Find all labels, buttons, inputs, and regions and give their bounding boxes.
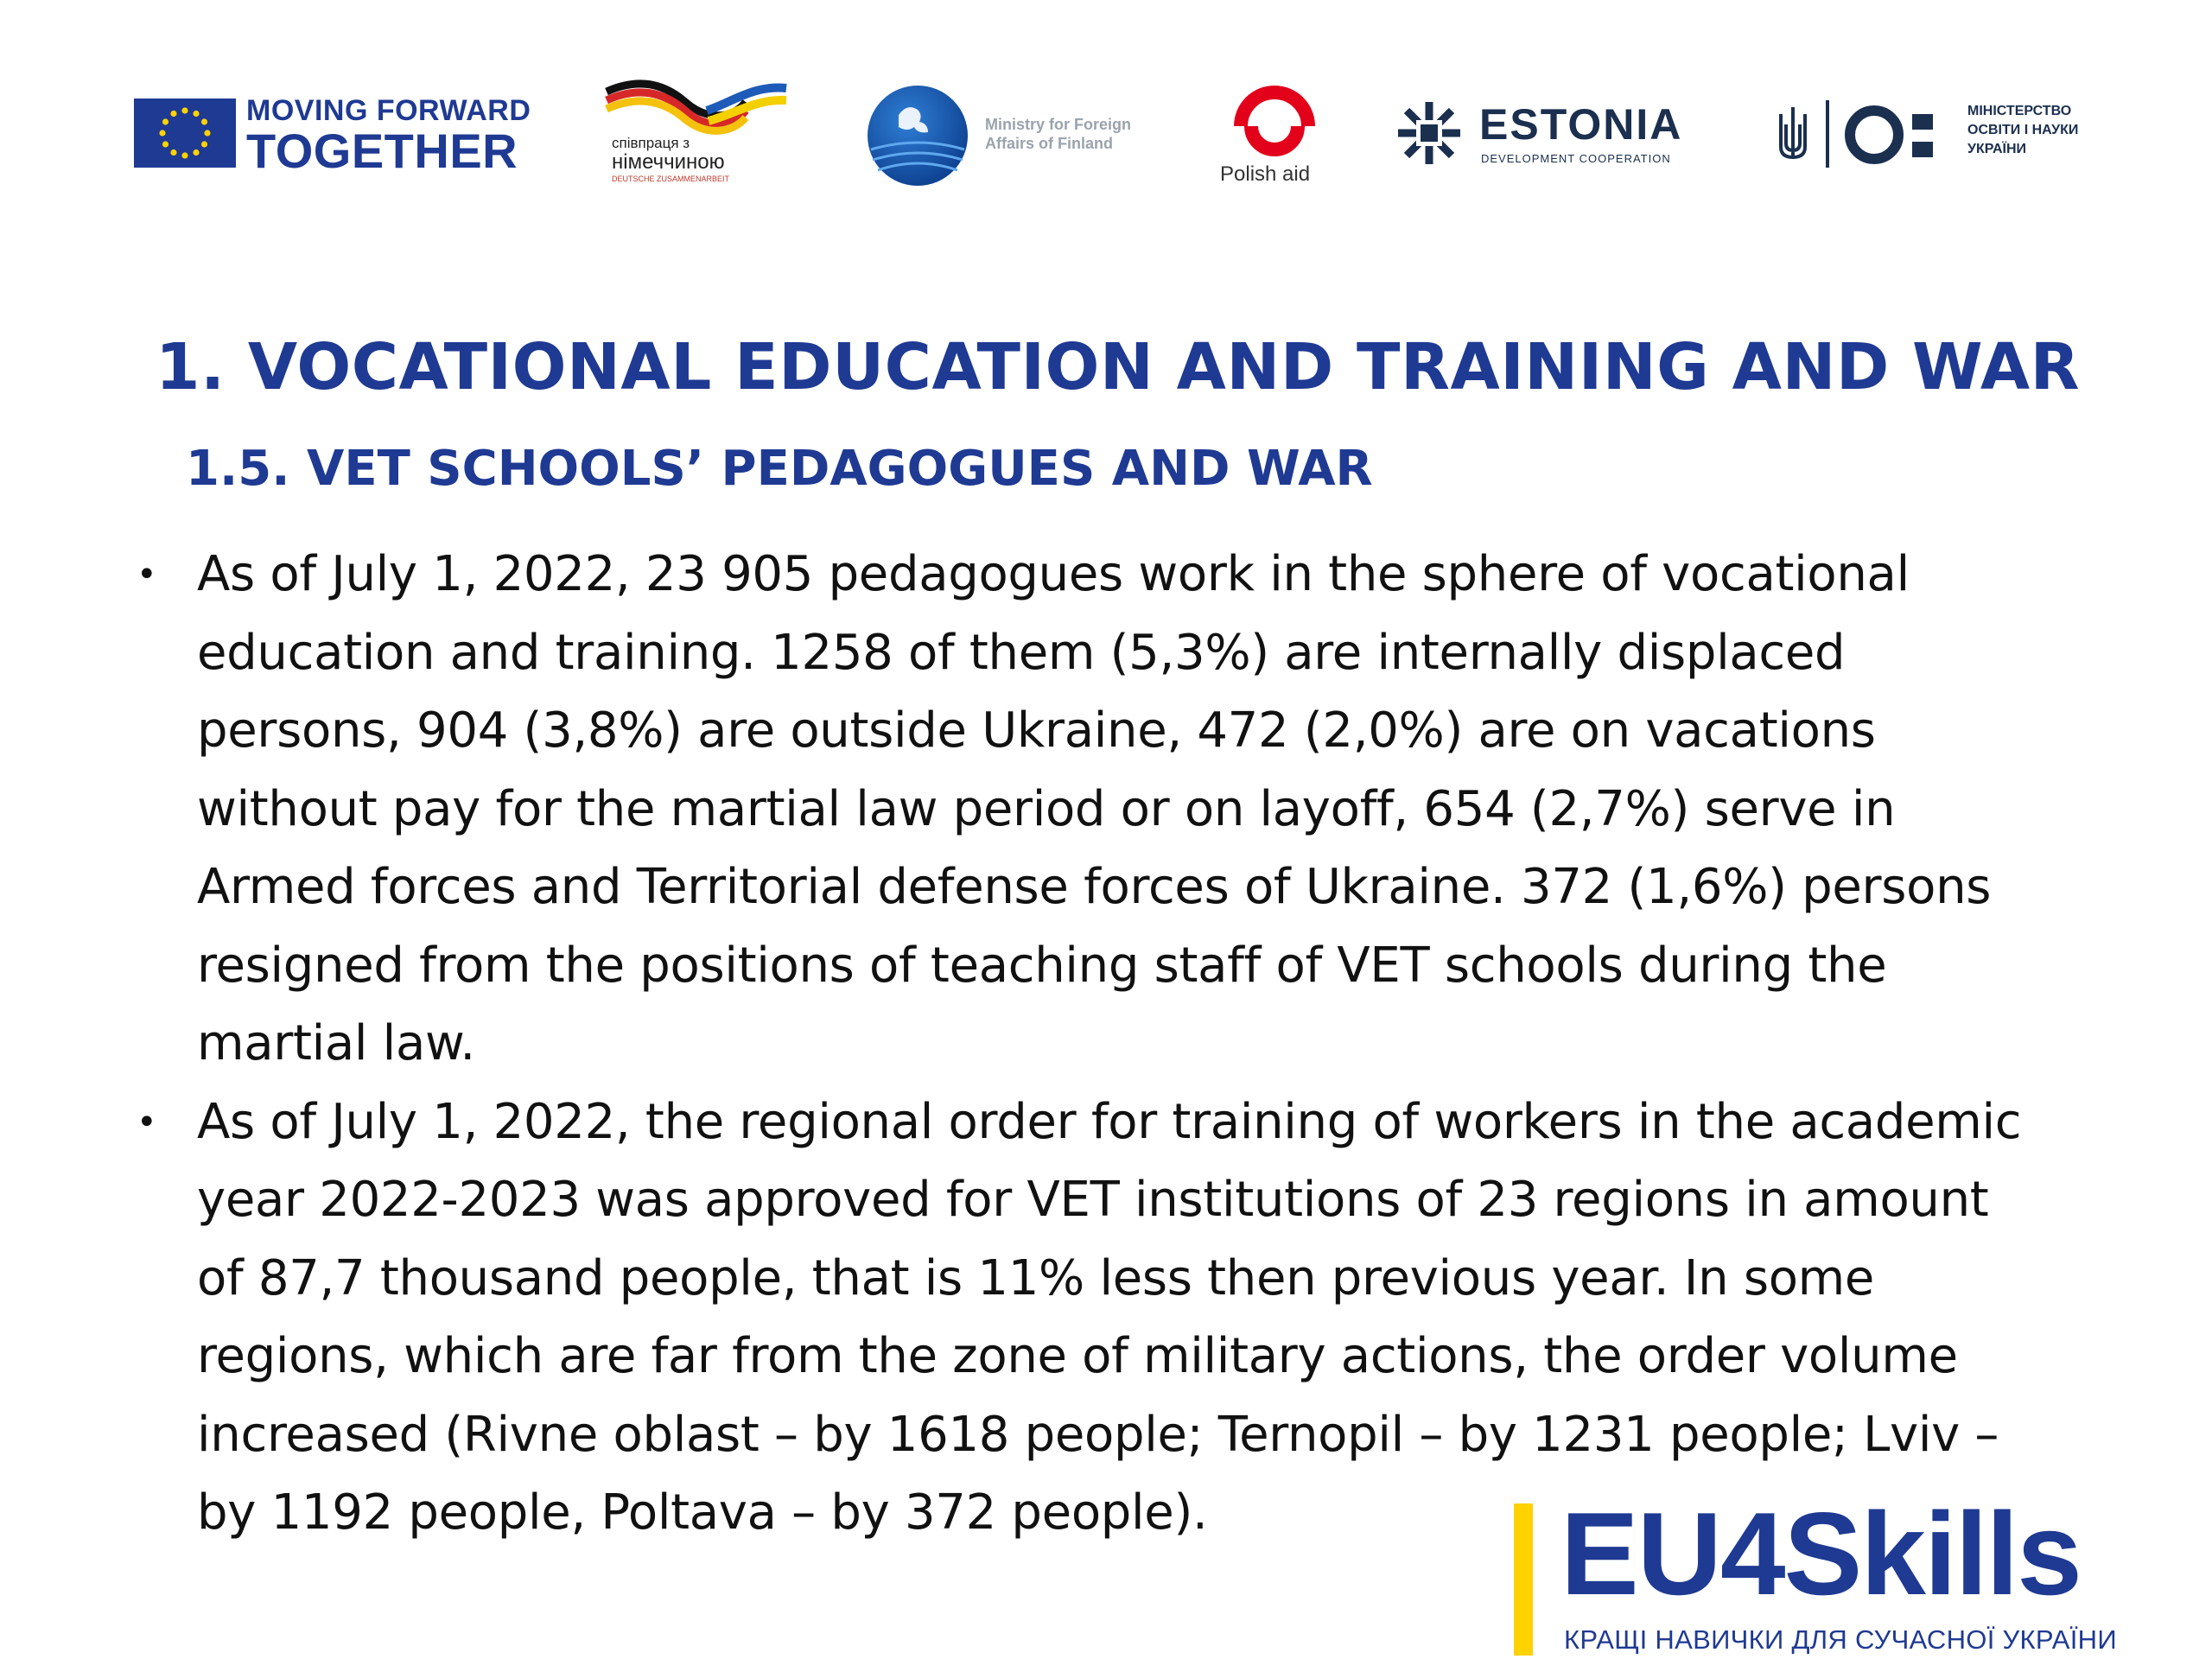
bullet-line: without pay for the martial law period or on layoff, 654 (2,7%) serve in bbox=[197, 780, 1896, 837]
bullet-line: martial law. bbox=[197, 1015, 475, 1071]
german-logo-line3: DEUTSCHE ZUSAMMENARBEIT bbox=[612, 175, 730, 183]
bullet-line: by 1192 people, Poltava – by 372 people). bbox=[197, 1484, 1208, 1541]
german-ukrainian-ribbon-icon bbox=[603, 76, 793, 137]
finland-ministry-logo bbox=[864, 82, 1175, 186]
ministry-logo-line2: ОСВІТИ І НАУКИ bbox=[1967, 123, 2079, 137]
eu-logo-line2: TOGETHER bbox=[246, 124, 518, 178]
bullet-line: As of July 1, 2022, 23 905 pedagogues work in the sphere of vocational bbox=[197, 546, 1910, 602]
slide-heading: 1. VOCATIONAL EDUCATION AND TRAINING AND WAR bbox=[156, 330, 2081, 404]
polish-aid-logo bbox=[1210, 79, 1339, 192]
finland-lion-emblem-icon bbox=[864, 82, 971, 189]
ministry-logo-line3: УКРАЇНИ bbox=[1967, 142, 2027, 156]
bullet-line: regions, which are far from the zone of military actions, the order volume bbox=[197, 1328, 1958, 1384]
german-logo-line1: співпраця з bbox=[612, 135, 690, 151]
eu4skills-logo bbox=[1514, 1488, 2119, 1659]
eu4skills-title: EU4Skills bbox=[1560, 1488, 2081, 1619]
estonia-logo-title: ESTONIA bbox=[1479, 100, 1683, 149]
eu4skills-yellow-bar bbox=[1514, 1503, 1533, 1656]
bullet-line: Armed forces and Territorial defense forces of Ukraine. 372 (1,6%) persons bbox=[197, 859, 1992, 915]
bullet-line: education and training. 1258 of them (5,3%) are internally displaced bbox=[197, 624, 1846, 681]
bullet-line: As of July 1, 2022, the regional order for training of workers in the academic bbox=[197, 1093, 2022, 1150]
polish-aid-label: Polish aid bbox=[1220, 162, 1311, 186]
finland-logo-line1: Ministry for Foreign bbox=[985, 116, 1132, 133]
estonia-development-cooperation-logo bbox=[1393, 97, 1704, 175]
partner-logos-bar bbox=[0, 0, 2212, 207]
bullet-line: year 2022-2023 was approved for VET institutions of 23 regions in amount bbox=[197, 1172, 1989, 1228]
bullet-line: resigned from the positions of teaching staff of VET schools during the bbox=[197, 937, 1887, 994]
ministry-divider bbox=[1826, 100, 1829, 168]
slide-subheading: 1.5. VET SCHOOLS’ PEDAGOGUES AND WAR bbox=[186, 441, 1373, 497]
ukraine-trident-icon bbox=[1776, 105, 1810, 166]
bullet-line: of 87,7 thousand people, that is 11% less then previous year. In some bbox=[197, 1249, 1875, 1306]
estonia-knot-icon bbox=[1393, 97, 1465, 169]
bullet-dot-icon: • bbox=[137, 555, 157, 594]
bullet-item bbox=[121, 536, 2082, 1084]
ministry-o-mark-icon bbox=[1843, 102, 1964, 171]
ukraine-education-ministry-logo bbox=[1776, 97, 2121, 175]
bullet-item bbox=[121, 1084, 2082, 1553]
bullet-list bbox=[121, 536, 2082, 1553]
polish-aid-symbol-icon bbox=[1210, 79, 1339, 162]
bullet-line: increased (Rivne oblast – by 1618 people; Ternopil – by 1231 people; Lviv – bbox=[197, 1406, 1999, 1463]
finland-logo-line2: Affairs of Finland bbox=[985, 135, 1113, 152]
german-cooperation-logo bbox=[603, 76, 793, 188]
bullet-line: persons, 904 (3,8%) are outside Ukraine, 472 (2,0%) are on vacations bbox=[197, 702, 1876, 759]
bullet-dot-icon: • bbox=[137, 1102, 157, 1142]
estonia-logo-subtitle: DEVELOPMENT COOPERATION bbox=[1481, 152, 1671, 165]
eu4skills-subtitle: КРАЩІ НАВИЧКИ ДЛЯ СУЧАСНОЇ УКРАЇНИ bbox=[1564, 1624, 2117, 1655]
eu-logo-line1: MOVING FORWARD bbox=[246, 94, 531, 127]
german-logo-line2: німеччиною bbox=[612, 150, 725, 174]
eu-flag-icon bbox=[134, 99, 236, 168]
ministry-logo-line1: МІНІСТЕРСТВО bbox=[1967, 104, 2072, 118]
eu-moving-forward-logo bbox=[134, 94, 531, 178]
